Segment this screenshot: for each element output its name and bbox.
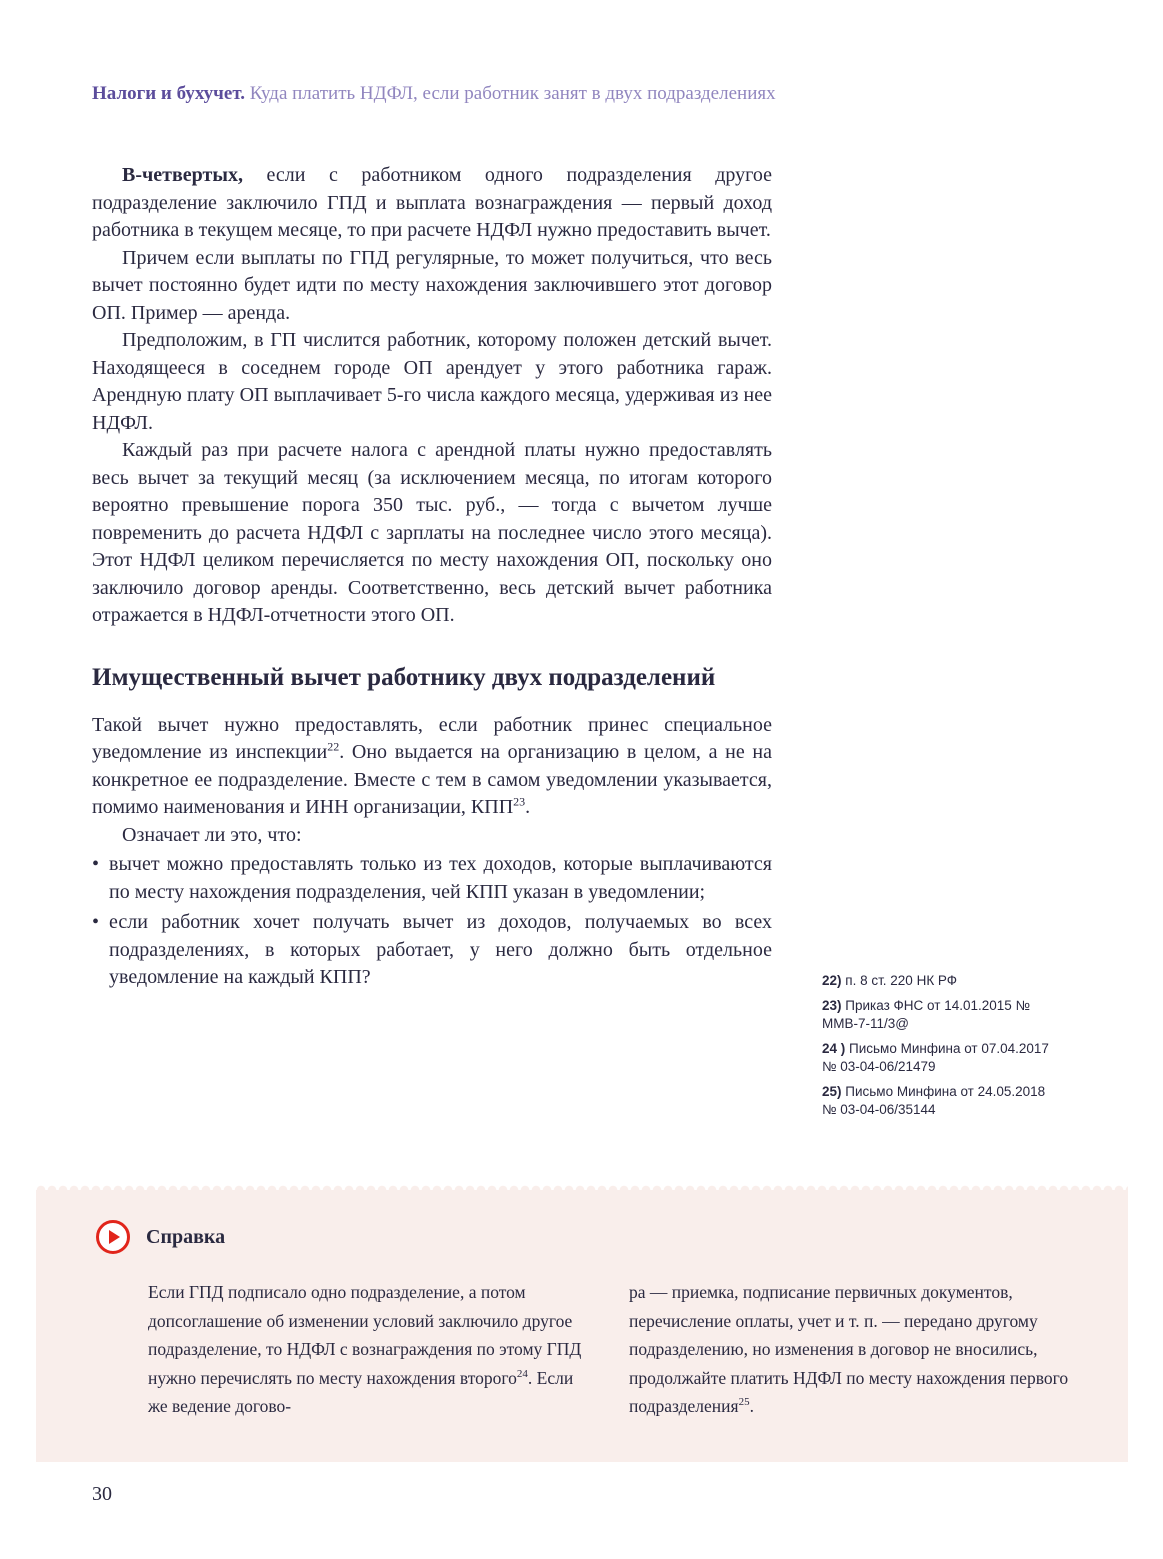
footnote-ref-24: 24 bbox=[516, 1367, 528, 1380]
bullet-list bbox=[92, 851, 772, 992]
bullet-item-1 bbox=[92, 851, 772, 906]
play-triangle-icon bbox=[109, 1230, 120, 1244]
bullet-item-2 bbox=[92, 909, 772, 992]
paragraph-2: Причем если выплаты по ГПД регулярные, то может получиться, что весь вычет постоянно будет идти по месту нахождения заключившего этот договор ОП. Пример — аренда. bbox=[92, 246, 772, 324]
paragraph-1 bbox=[92, 162, 772, 245]
footnote-23-text: Приказ ФНС от 14.01.2015 № ММВ-7-11/3@ bbox=[822, 998, 1030, 1031]
reference-box-column-right bbox=[629, 1278, 1078, 1421]
page-header bbox=[92, 82, 1072, 106]
header-title: Куда платить НДФЛ, если работник занят в двух подразделениях bbox=[244, 83, 776, 104]
footnote-ref-25: 25 bbox=[738, 1396, 750, 1409]
footnote-23 bbox=[822, 997, 1054, 1033]
paragraph-6: Означает ли это, что: bbox=[122, 823, 302, 846]
reference-box-column-left bbox=[148, 1278, 597, 1421]
footnote-ref-23: 23 bbox=[513, 794, 526, 809]
reference-right-text-1: ра — приемка, подписание первичных документов, перечисление оплаты, учет и т. п. — передано другому подразделению, но изменения в договор не вносились, продолжайте платить НДФЛ по месту нахождения первого подразделения bbox=[629, 1282, 1069, 1416]
page-number: 30 bbox=[92, 1483, 112, 1505]
section-heading: Имущественный вычет работнику двух подразделений bbox=[92, 663, 716, 691]
reference-left-text-1: Если ГПД подписало одно подразделение, а потом допсоглашение об изменении условий заключило другое подразделение, то НДФЛ с вознаграждения по этому ГПД нужно перечислять по месту нахождения второго bbox=[148, 1282, 582, 1388]
footnote-22-number: 22) bbox=[822, 973, 842, 988]
reference-box-title: Справка bbox=[146, 1225, 226, 1248]
reference-right-text-2: . bbox=[749, 1396, 754, 1416]
paragraph-3: Предположим, в ГП числится работник, которому положен детский вычет. Находящееся в соседнем городе ОП арендует у этого работника гараж. Арендную плату ОП выплачивает 5-го числа каждого месяца, удерживая из нее НДФЛ. bbox=[92, 329, 772, 434]
footnote-25-number: 25) bbox=[822, 1084, 842, 1099]
footnote-25-text: Письмо Минфина от 24.05.2018 № 03-04-06/35144 bbox=[822, 1084, 1046, 1117]
footnote-ref-22: 22 bbox=[327, 739, 340, 754]
paragraph-1-lead: В-четвертых, bbox=[122, 164, 243, 186]
reference-box-header bbox=[96, 1220, 225, 1254]
reference-left-text-2: . Если же ведение догово- bbox=[148, 1367, 574, 1416]
footnote-23-number: 23) bbox=[822, 998, 842, 1013]
paragraph-5-text-3: . bbox=[525, 796, 531, 818]
reference-box bbox=[36, 1190, 1128, 1462]
paragraph-5-text-2: . Оно выдается на организацию в целом, а не на конкретное ее подразделение. Вместе с тем в самом уведомлении указывается, помимо наименования и ИНН организации, КПП bbox=[92, 741, 772, 818]
paragraph-1-text: если с работником одного подразделения другое подразделение заключило ГПД и выплата вознаграждения — первый доход работника в текущем месяце, то при расчете НДФЛ нужно предоставить вычет. bbox=[92, 164, 772, 241]
bullet-dot-icon: • bbox=[92, 911, 100, 933]
footnote-24-number: 24 ) bbox=[822, 1041, 846, 1056]
bullet-item-1-text: вычет можно предоставлять только из тех доходов, которые выплачиваются по месту нахождения подразделения, чей КПП указан в уведомлении; bbox=[109, 853, 772, 903]
paragraph-5 bbox=[92, 712, 772, 822]
footnote-24-text: Письмо Минфина от 07.04.2017 № 03-04-06/21479 bbox=[822, 1041, 1049, 1074]
footnote-22 bbox=[822, 972, 1054, 990]
bullet-dot-icon: • bbox=[92, 853, 100, 875]
paragraph-5-text-1: Такой вычет нужно предоставлять, если работник принес специальное уведомление из инспекции bbox=[92, 713, 772, 763]
footnotes-sidebar bbox=[822, 972, 1054, 1126]
footnote-25 bbox=[822, 1083, 1054, 1119]
play-circle-icon bbox=[96, 1220, 130, 1254]
bullet-item-2-text: если работник хочет получать вычет из доходов, получаемых во всех подразделениях, в которых работает, у него должно быть отдельное уведомление на каждый КПП? bbox=[109, 911, 772, 988]
article-body bbox=[92, 162, 772, 995]
reference-box-columns bbox=[148, 1278, 1078, 1421]
footnote-24 bbox=[822, 1040, 1054, 1076]
header-rubric: Налоги и бухучет. bbox=[92, 83, 245, 104]
paragraph-4: Каждый раз при расчете налога с арендной платы нужно предоставлять весь вычет за текущий месяц (за исключением месяца, по итогам которого вероятно превышение порога 350 тыс. руб., — тогда с вычетом лучше повременить до расчета НДФЛ с зарплаты на последнее число этого месяца). Этот НДФЛ целиком перечисляется по месту нахождения ОП, поскольку оно заключило договор аренды. Соответственно, весь детский вычет работника отражается в НДФЛ-отчетности этого ОП. bbox=[92, 439, 772, 626]
footnote-22-text: п. 8 ст. 220 НК РФ bbox=[845, 973, 958, 988]
